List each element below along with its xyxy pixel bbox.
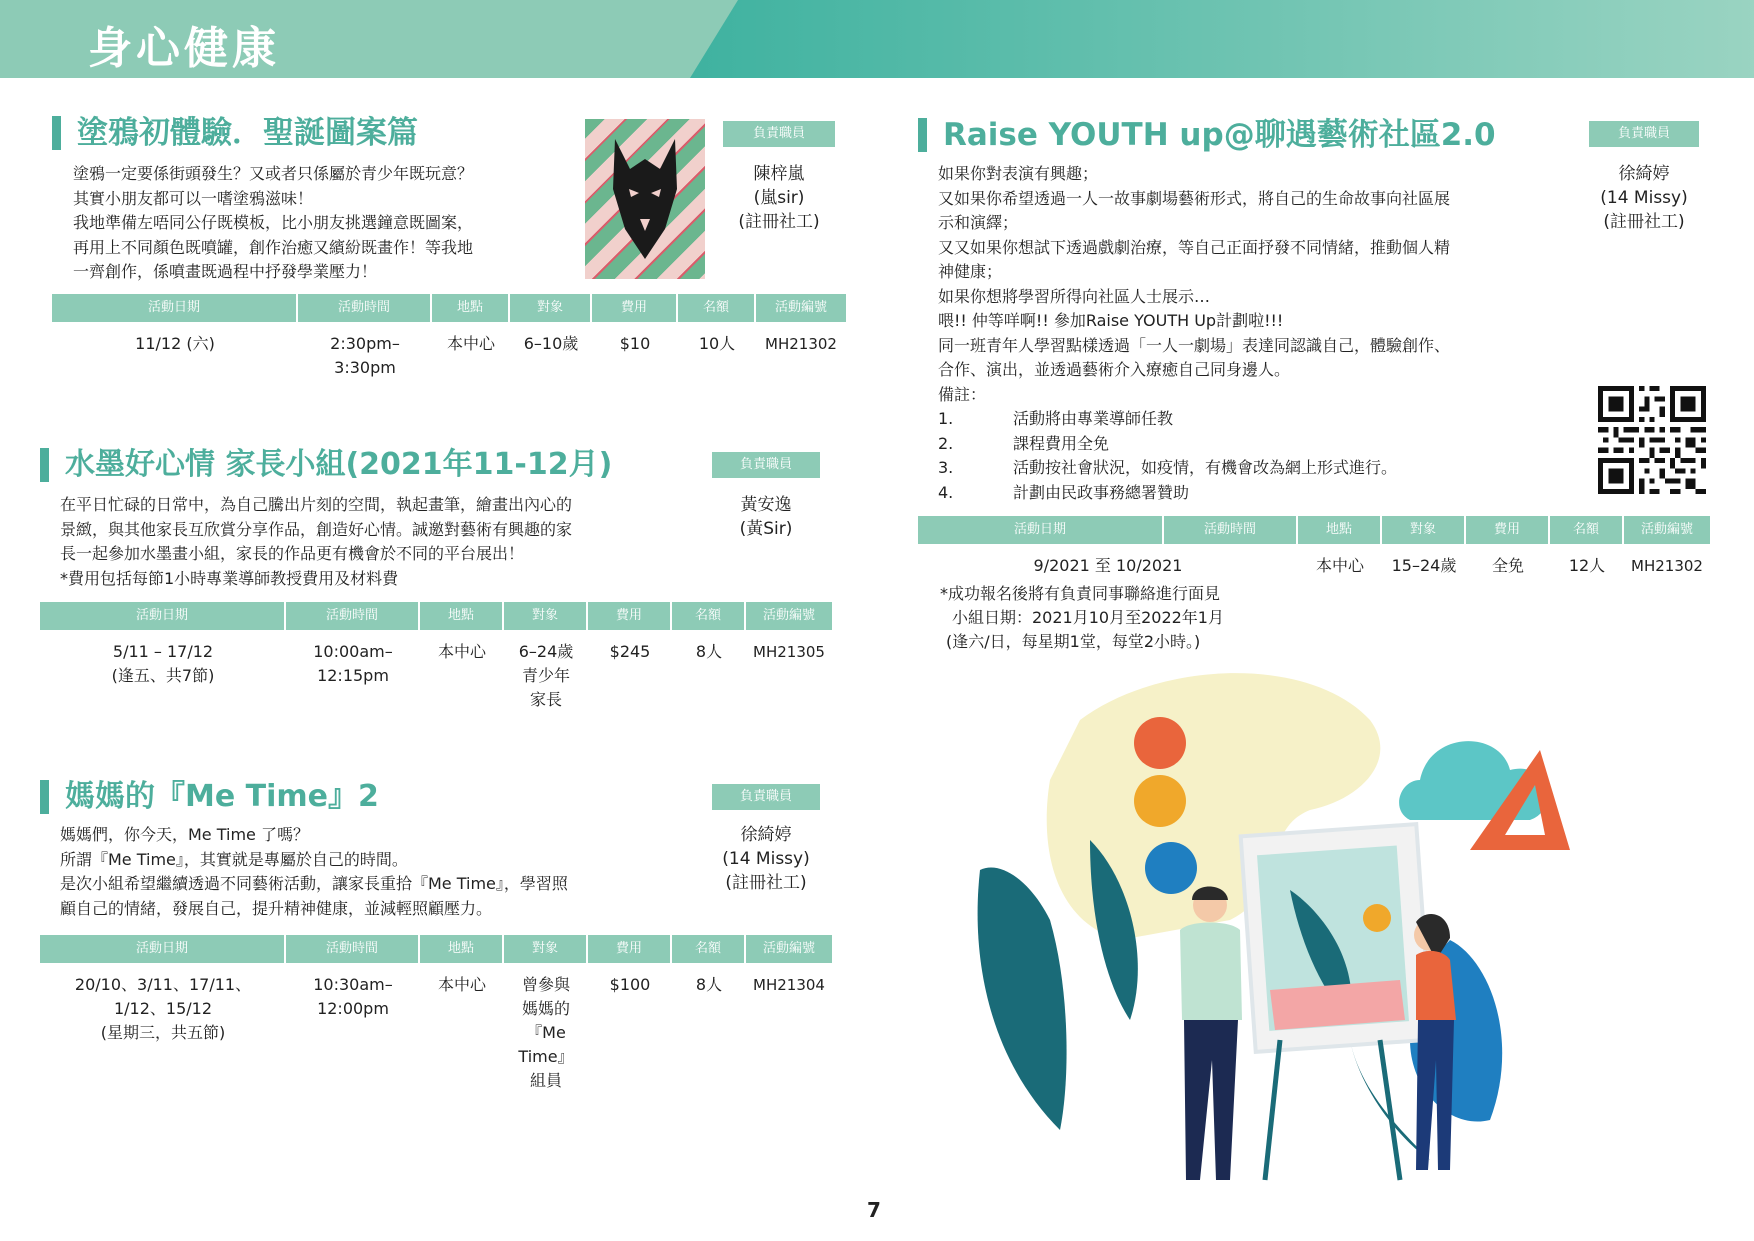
desc-line: 如果你對表演有興趣； bbox=[938, 164, 1099, 183]
desc-line: *費用包括每節1小時專業導師教授費用及材料費 bbox=[60, 568, 399, 588]
section-description bbox=[938, 162, 1450, 505]
col-place: 地點 bbox=[420, 935, 504, 963]
registration-notes bbox=[940, 582, 1224, 654]
cell-time: 10:30am– 12:00pm bbox=[313, 975, 393, 1018]
staff-badge: 負責職員 bbox=[712, 784, 820, 810]
cell-fee: $10 bbox=[619, 334, 651, 353]
col-code: 活動編號 bbox=[774, 300, 827, 315]
wolf-graffiti-image bbox=[585, 119, 705, 279]
table-row bbox=[40, 640, 832, 712]
desc-line: 備註： bbox=[938, 384, 987, 404]
cell-target: 6–10歲 bbox=[523, 334, 579, 353]
cell-code: MH21305 bbox=[753, 643, 825, 661]
section-title-raise-youth: Raise YOUTH up@聊遇藝術社區2.0 bbox=[918, 118, 1496, 152]
col-target: 對象 bbox=[504, 935, 588, 963]
desc-line: 我地準備左唔同公仔既模板，比小朋友挑選鐘意既圖案， bbox=[73, 213, 474, 232]
cell-target: 6–24歲 青少年 家長 bbox=[518, 642, 574, 709]
art-easel-illustration bbox=[930, 660, 1630, 1190]
col-time: 活動時間 bbox=[286, 935, 420, 963]
staff-name: 徐綺婷 bbox=[740, 825, 792, 845]
desc-line: 所謂『Me Time』，其實就是專屬於自己的時間。 bbox=[60, 849, 408, 869]
section-description bbox=[60, 493, 572, 591]
desc-line: 是次小組希望繼續透過不同藝術活動，讓家長重拾『Me Time』，學習照 bbox=[60, 874, 568, 893]
cell-place: 本中心 bbox=[1315, 556, 1364, 575]
remark-item: 2. 課程費用全免 bbox=[938, 433, 1110, 453]
col-code: 活動編號 bbox=[1640, 522, 1693, 537]
activity-table bbox=[918, 516, 1710, 578]
activity-table bbox=[40, 935, 832, 1093]
section-description bbox=[60, 823, 568, 921]
cell-code: MH21302 bbox=[765, 335, 837, 353]
cell-target: 15–24歲 bbox=[1391, 556, 1457, 575]
cell-fee: 全免 bbox=[1491, 556, 1524, 575]
staff-info bbox=[700, 493, 832, 541]
staff-badge: 負責職員 bbox=[1589, 121, 1699, 147]
col-target: 對象 bbox=[1382, 516, 1466, 544]
cell-quota: 8人 bbox=[695, 975, 723, 994]
cell-place: 本中心 bbox=[446, 334, 495, 353]
desc-line: 一齊創作，係噴畫既過程中抒發學業壓力！ bbox=[73, 262, 378, 281]
col-code: 活動編號 bbox=[762, 608, 815, 623]
staff-info bbox=[700, 823, 832, 895]
desc-line: 如果你想將學習所得向社區人士展示… bbox=[938, 286, 1211, 306]
col-date: 活動日期 bbox=[52, 294, 298, 322]
cell-quota: 12人 bbox=[1568, 556, 1606, 575]
col-time: 活動時間 bbox=[298, 294, 432, 322]
col-quota: 名額 bbox=[672, 602, 746, 630]
cell-quota: 10人 bbox=[698, 334, 736, 353]
col-date: 活動日期 bbox=[918, 516, 1164, 544]
cell-fee: $245 bbox=[609, 642, 651, 661]
table-header bbox=[40, 935, 832, 963]
staff-name: 陳梓嵐 bbox=[753, 164, 805, 184]
activity-table bbox=[40, 602, 832, 712]
staff-badge: 負責職員 bbox=[712, 452, 820, 478]
section-title-me-time: 媽媽的『Me Time』2 bbox=[40, 780, 379, 814]
col-place: 地點 bbox=[432, 294, 510, 322]
col-fee: 費用 bbox=[588, 602, 672, 630]
cell-date: 5/11 – 17/12 (逢五、共7節) bbox=[111, 642, 215, 685]
cell-quota: 8人 bbox=[695, 642, 723, 661]
cell-date: 20/10、3/11、17/11、 1/12、15/12 (星期三，共五節) bbox=[74, 975, 252, 1042]
table-row bbox=[52, 332, 846, 380]
page-header bbox=[0, 0, 1754, 78]
remark-item: 4. 計劃由民政事務總署贊助 bbox=[938, 482, 1190, 502]
qr-code-icon[interactable] bbox=[1598, 386, 1706, 494]
page-title: 身心健康 bbox=[88, 23, 280, 74]
cell-target: 曾參與 媽媽的 『Me Time』 組員 bbox=[518, 975, 574, 1090]
staff-nickname: (14 Missy) bbox=[722, 849, 810, 869]
cell-fee: $100 bbox=[609, 975, 651, 994]
cell-date: 11/12 (六) bbox=[135, 334, 215, 353]
desc-line: 景緻，與其他家長互欣賞分享作品，創造好心情。誠邀對藝術有興趣的家 bbox=[60, 519, 573, 539]
desc-line: 示和演繹； bbox=[938, 213, 1019, 232]
staff-role: (註冊社工) bbox=[738, 212, 820, 232]
remark-item: 1. 活動將由專業導師任教 bbox=[938, 409, 1174, 428]
cell-code: MH21304 bbox=[753, 976, 825, 994]
desc-line: 塗鴉一定要係街頭發生？又或者只係屬於青少年既玩意？ bbox=[73, 164, 474, 183]
desc-line: 其實小朋友都可以一嗜塗鴉滋味！ bbox=[73, 188, 314, 208]
page-number: 7 bbox=[867, 1198, 881, 1222]
table-row bbox=[40, 973, 832, 1093]
col-fee: 費用 bbox=[592, 294, 678, 322]
staff-role: (註冊社工) bbox=[725, 873, 807, 893]
cell-time: 2:30pm– 3:30pm bbox=[330, 334, 400, 377]
section-description bbox=[73, 162, 473, 285]
col-place: 地點 bbox=[420, 602, 504, 630]
cell-place: 本中心 bbox=[437, 975, 486, 994]
col-date: 活動日期 bbox=[40, 602, 286, 630]
desc-line: 再用上不同顏色既噴罐，創作治癒又繽紛既畫作！等我地 bbox=[73, 237, 474, 257]
desc-line: 長一起參加水墨畫小組，家長的作品更有機會於不同的平台展出！ bbox=[60, 544, 525, 563]
col-quota: 名額 bbox=[1550, 516, 1624, 544]
col-fee: 費用 bbox=[588, 935, 672, 963]
staff-nickname: (黃Sir) bbox=[739, 519, 793, 539]
cell-time: 10:00am– 12:15pm bbox=[313, 642, 393, 685]
staff-info bbox=[713, 162, 845, 234]
desc-line: 又又如果你想試下透過戲劇治療，等自己正面抒發不同情緒，推動個人精 bbox=[938, 237, 1451, 257]
staff-nickname: (嵐sir) bbox=[753, 188, 805, 208]
table-header bbox=[40, 602, 832, 630]
note-line: 小組日期：2021月10月至2022年1月 bbox=[952, 608, 1224, 627]
col-place: 地點 bbox=[1298, 516, 1382, 544]
header-accent bbox=[690, 0, 1754, 78]
desc-line: 在平日忙碌的日常中，為自己騰出片刻的空間，執起畫筆，繪畫出內心的 bbox=[60, 495, 573, 514]
desc-line: 同一班青年人學習點樣透過「一人一劇場」表達同認識自己，體驗創作、 bbox=[938, 335, 1451, 355]
table-header bbox=[918, 516, 1710, 544]
staff-nickname: (14 Missy) bbox=[1600, 188, 1688, 208]
col-quota: 名額 bbox=[678, 294, 756, 322]
cell-date-time: 9/2021 至 10/2021 bbox=[1033, 556, 1183, 575]
desc-line: 喂!! 仲等咩啊!! 參加Raise YOUTH Up計劃啦!!! bbox=[938, 311, 1284, 330]
section-title-graffiti: 塗鴉初體驗．聖誕圖案篇 bbox=[52, 116, 418, 150]
desc-line: 顧自己的情緒，發展自己，提升精神健康，並減輕照顧壓力。 bbox=[60, 898, 493, 918]
col-time: 活動時間 bbox=[286, 602, 420, 630]
staff-name: 徐綺婷 bbox=[1618, 164, 1670, 184]
staff-badge: 負責職員 bbox=[723, 121, 835, 147]
staff-info bbox=[1578, 162, 1710, 234]
note-line: *成功報名後將有負責同事聯絡進行面見 bbox=[940, 584, 1221, 603]
col-quota: 名額 bbox=[672, 935, 746, 963]
desc-line: 媽媽們，你今天，Me Time 了嗎？ bbox=[60, 825, 309, 844]
staff-role: (註冊社工) bbox=[1603, 212, 1685, 232]
col-date: 活動日期 bbox=[40, 935, 286, 963]
col-target: 對象 bbox=[504, 602, 588, 630]
col-fee: 費用 bbox=[1466, 516, 1550, 544]
desc-line: 神健康； bbox=[938, 262, 1003, 281]
remark-item: 3. 活動按社會狀況，如疫情，有機會改為網上形式進行。 bbox=[938, 458, 1398, 477]
activity-table bbox=[52, 294, 846, 380]
col-time: 活動時間 bbox=[1164, 516, 1298, 544]
wolf-icon bbox=[585, 119, 705, 279]
table-header bbox=[52, 294, 846, 322]
section-title-ink-painting: 水墨好心情 家長小組(2021年11-12月) bbox=[40, 448, 612, 482]
col-target: 對象 bbox=[510, 294, 592, 322]
table-row bbox=[918, 554, 1710, 578]
cell-code: MH21302 bbox=[1631, 557, 1703, 575]
staff-name: 黃安逸 bbox=[740, 495, 792, 515]
desc-line: 又如果你希望透過一人一故事劇場藝術形式，將自己的生命故事向社區展 bbox=[938, 188, 1451, 208]
col-code: 活動編號 bbox=[762, 941, 815, 956]
cell-place: 本中心 bbox=[437, 642, 486, 661]
note-line: (逢六/日，每星期1堂，每堂2小時。) bbox=[946, 632, 1201, 651]
desc-line: 合作、演出，並透過藝術介入療癒自己同身邊人。 bbox=[938, 360, 1291, 379]
